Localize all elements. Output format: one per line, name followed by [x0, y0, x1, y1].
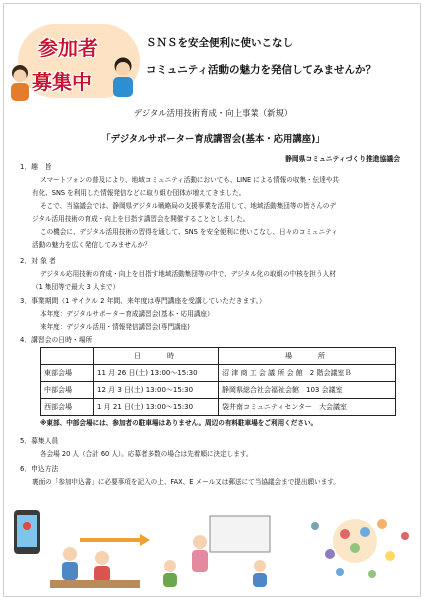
section1-line: ジタル活用技術の育成・向上を目指す講習会を開催することとしました。 [32, 215, 250, 223]
headline-2: コミュニティ活動の魅力を発信してみませんか？ [146, 64, 376, 76]
person-illustration-right [108, 56, 140, 100]
time-cell: 11 月 26 日(土) 13:00～15:30 [94, 365, 219, 382]
table-row [41, 399, 396, 416]
section1-line: 有化、SNS を利用した情報発信などに取り組む団体が増えてきました。 [32, 189, 246, 197]
people-group-left [50, 547, 140, 588]
headline-1: ＳＮＳを安全便利に使いこなし [146, 37, 293, 49]
person-illustration-left [6, 64, 38, 104]
badge-line1: 参加者 [38, 36, 98, 60]
subtitle: デジタル活用技術育成・向上事業（新規） [133, 108, 293, 118]
table-row [41, 382, 396, 399]
section6-line: 裏面の「参加申込書」に必要事項を記入の上、FAX、E メール又は郵送にて当協議会まで提出願います。 [32, 478, 340, 486]
venue-cell: 中部会場 [41, 382, 94, 399]
organizer: 静岡県コミュニティづくり推進協議会 [285, 155, 400, 163]
section3-heading: 3．事業期間（1 サイクル 2 年間、来年度は専門講座を受講していただきます。） [20, 297, 266, 305]
venue-header-cell [41, 348, 94, 365]
smartphone-illustration [14, 510, 40, 554]
section2-heading: 2．対 象 者 [20, 257, 56, 265]
schedule-table [40, 347, 396, 416]
section1-line: そこで、当協議会では、静岡県デジタル戦略局の支援事業を活用して、地域活動集団等の皆さんのデ [40, 202, 337, 210]
page-title: 「デジタルサポーター育成講習会(基本・応用講座)」 [101, 134, 325, 145]
table-header-row [41, 348, 396, 365]
parking-note: ※東部、中部会場には、参加者の駐車場はありません。周辺の有料駐車場をご利用ください。 [40, 419, 318, 427]
section6-heading: 6．申込方法 [20, 465, 59, 473]
time-cell: 1 月 21 日(土) 13:00～15:30 [94, 399, 219, 416]
section5-heading: 5．募集人員 [20, 437, 59, 445]
section2-line: デジタル応用技術の育成・向上を目指す地域活動集団等の中で、デジタル化の取組の中核を担う人材 [40, 270, 336, 278]
section4-heading: 4．講習会の日時・場所 [20, 336, 93, 344]
section3-line: 来年度：デジタル活用・情報発信講習会(専門講座) [40, 323, 190, 331]
table-row [41, 365, 396, 382]
section1-line: 活動の魅力を広く発信してみませんか？ [32, 241, 151, 249]
time-cell: 12 月 3 日(土) 13:00～15:30 [94, 382, 219, 399]
section1-line: スマートフォンの普及により、地域コミュニティ活動においても、LINE による情報の収集・伝達や共 [40, 176, 340, 184]
venue-cell: 東部会場 [41, 365, 94, 382]
bottom-illustration [10, 496, 416, 594]
section1-line: この機会に、デジタル活用技術の習得を通して、SNS を安全便利に使いこなし、日々のコミュニティ [40, 228, 338, 236]
section2-line: （1 集団等で最大 3 人まで） [32, 283, 120, 291]
place-cell: 沼 津 商 工 会 議 所 会 館 2 階会議室Ｂ [219, 365, 396, 382]
lecture-illustration [163, 516, 270, 587]
place-cell: 袋井南コミュニティセンター 大会議室 [219, 399, 396, 416]
section1-heading: 1．趣 旨 [20, 163, 52, 171]
section3-line: 本年度：デジタルサポーター育成講習会(基本・応用講座） [40, 310, 214, 318]
place-header: 場 所 [219, 348, 396, 365]
badge-line2: 募集中 [32, 70, 92, 94]
place-cell: 静岡県総合社会福祉会館 103 会議室 [219, 382, 396, 399]
section5-line: 各会場 20 人（合計 60 人）。応募者多数の場合は先着順に決定します。 [40, 450, 253, 458]
community-illustration [311, 519, 409, 578]
time-header: 日 時 [94, 348, 219, 365]
flyer-page [3, 3, 421, 597]
venue-cell: 西部会場 [41, 399, 94, 416]
